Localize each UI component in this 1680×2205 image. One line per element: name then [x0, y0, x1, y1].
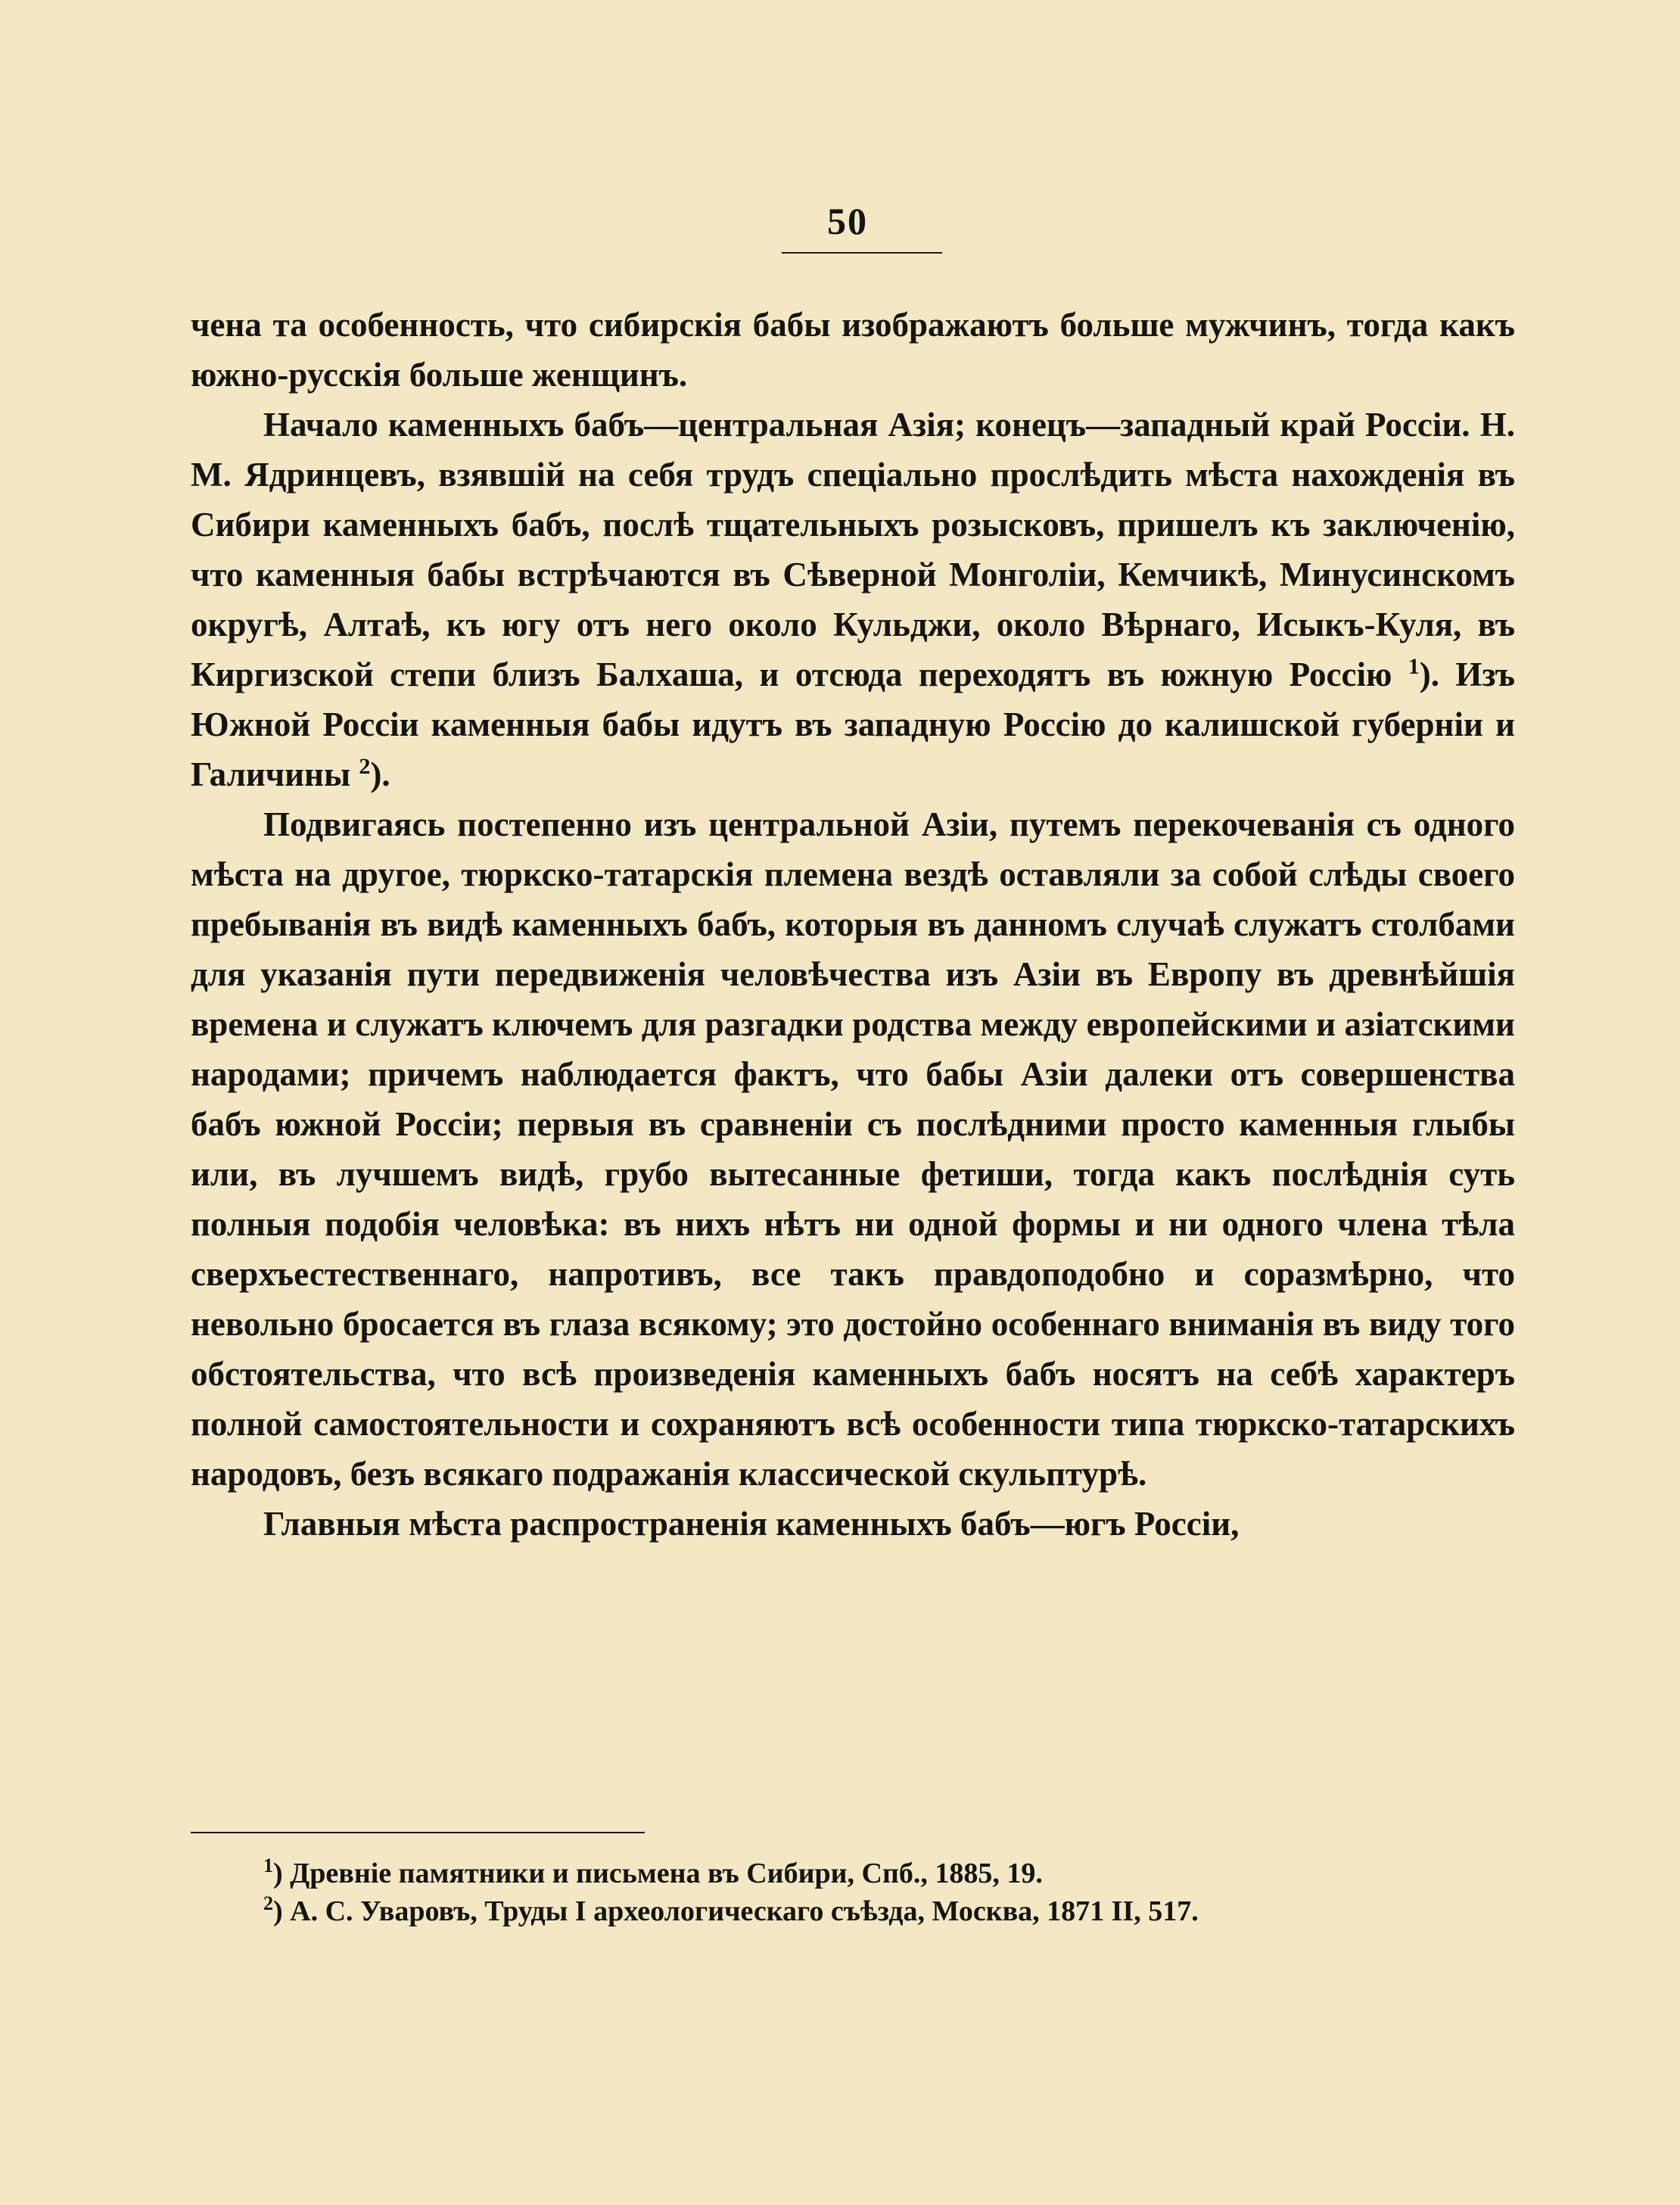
- footnote-1: [191, 1855, 1492, 1892]
- footnote-text: ) Древніе памятники и письмена въ Сибири, Спб., 1885, 19.: [273, 1858, 1043, 1889]
- footnote-separator: [191, 1832, 645, 1833]
- footnote-text: ) А. С. Уваровъ, Труды I археологическаго съѣзда, Москва, 1871 II, 517.: [273, 1895, 1199, 1927]
- paragraph-origin: [191, 400, 1515, 799]
- paragraph-migration: Подвигаясь постепенно изъ центральной Азіи, путемъ перекочеванія съ одного мѣста на другое, тюркско-татарскія племена вездѣ оставляли за собой слѣды своего пребыванія въ видѣ каменныхъ бабъ, которыя въ данномъ случаѣ служатъ столбами для указанія пути передвиженія человѣчества изъ Азіи въ Европу въ древнѣйшія времена и служатъ ключемъ для разгадки родства между европейскими и азіатскими народами; причемъ наблюдается фактъ, что бабы Азіи далеки отъ совершенства бабъ южной Россіи; первыя въ сравненіи съ послѣдними просто каменныя глыбы или, въ лучшемъ видѣ, грубо вытесанные фетиши, тогда какъ послѣднія суть полныя подобія человѣка: въ нихъ нѣтъ ни одной формы и ни одного члена тѣла сверхъестественнаго, напротивъ, все такъ правдоподобно и соразмѣрно, что невольно бросается въ глаза всякому; это достойно особеннаго вниманія въ виду того обстоятельства, что всѣ произведенія каменныхъ бабъ носятъ на себѣ характеръ полной самостоятельности и сохраняютъ всѣ особенности типа тюркско-татарскихъ народовъ, безъ всякаго подражанія классической скульптурѣ.: [191, 805, 1515, 1493]
- footnote-marker: 1: [263, 1855, 273, 1876]
- paragraph-text: ). Изъ Южной Россіи каменныя бабы идутъ въ западную Россію до калишской губерніи и Галичины: [191, 656, 1515, 793]
- footnote-ref-1[interactable]: 1: [1408, 654, 1420, 679]
- footnote-2: [191, 1892, 1492, 1930]
- page-number-rule: [782, 252, 942, 254]
- paragraph-continuation: чена та особенность, что сибирскія бабы изображаютъ больше мужчинъ, тогда какъ южно-русскія больше женщинъ.: [191, 306, 1515, 394]
- body-text: [191, 300, 1515, 1549]
- paragraph-text: Начало каменныхъ бабъ—центральная Азія; конецъ—западный край Россіи. Н. М. Ядринцевъ, взявшій на себя трудъ спеціально прослѣдить мѣста нахожденія въ Сибири каменныхъ бабъ, послѣ тщательныхъ розысковъ, пришелъ къ заключенію, что каменныя бабы встрѣчаются въ Сѣверной Монголіи, Кемчикѣ, Минусинскомъ округѣ, Алтаѣ, къ югу отъ него около Кульджи, около Вѣрнаго, Исыкъ-Куля, въ Киргизской степи близъ Балхаша, и отсюда переходятъ въ южную Россію: [191, 406, 1515, 693]
- paragraph-text: ).: [370, 755, 390, 793]
- footnote-ref-2[interactable]: 2: [359, 754, 371, 779]
- footnotes: [191, 1855, 1492, 1930]
- paragraph-distribution: Главныя мѣста распространенія каменныхъ бабъ—югъ Россіи,: [263, 1505, 1240, 1543]
- page-number: 50: [827, 200, 868, 242]
- footnote-marker: 2: [263, 1892, 273, 1914]
